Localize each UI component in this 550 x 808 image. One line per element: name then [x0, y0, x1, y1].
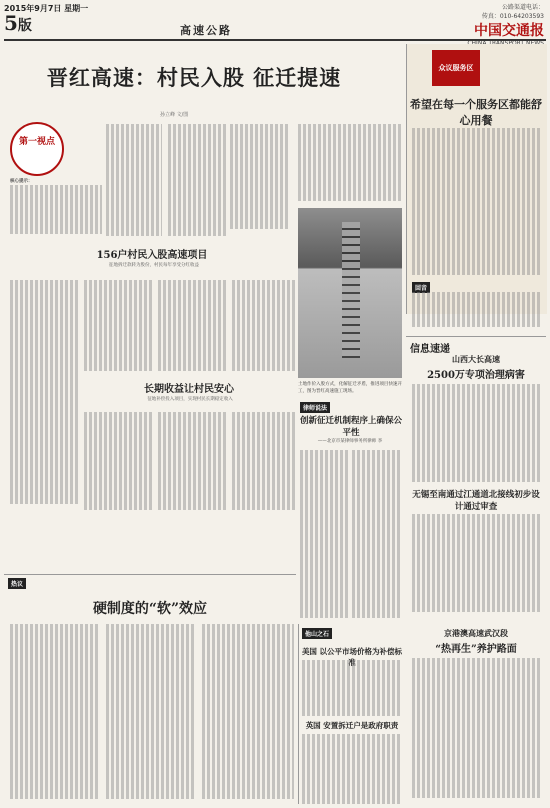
construction-photo	[298, 208, 402, 378]
reply-tag: 回音	[412, 282, 430, 293]
section-title: 高速公路	[180, 24, 232, 37]
world-tag: 他山之石	[302, 628, 332, 639]
brief-3-head: 京港澳高速武汉段	[444, 628, 508, 638]
lead-byline: 孙立峰 文/图	[160, 112, 189, 118]
world-usa-text	[302, 660, 402, 716]
briefs-header: 信息速递	[410, 344, 450, 355]
service-area-text	[412, 128, 542, 278]
law-sub: ——北京市某律师事务所律师 李	[317, 439, 383, 444]
hot-col-3	[202, 624, 294, 804]
header-rule	[4, 39, 546, 41]
lead-text-col-1	[106, 124, 162, 244]
law-col-1	[300, 450, 350, 620]
newspaper-logo: 中国交通报	[474, 23, 544, 39]
subhead-long-term-income: 长期收益让村民安心	[144, 384, 234, 395]
brief-3-title: “热再生”养护路面	[435, 644, 517, 655]
hot-col-1	[10, 624, 100, 804]
page-number-value: 5	[4, 11, 18, 35]
body-col-6	[158, 412, 228, 512]
brief-2-text	[412, 514, 542, 614]
brief-2-title: 无锡至南通过江通道北接线初步设计通过审查	[412, 490, 540, 512]
brief-3-text	[412, 658, 542, 804]
lead-headline: 晋红高速：村民入股 征迁提速	[46, 65, 342, 90]
body-col-2	[84, 280, 154, 376]
world-uk-text	[302, 734, 402, 804]
contact-line-2: 传真：010-64203593	[481, 13, 544, 20]
service-area-corner: 众议服务区	[432, 50, 480, 86]
lead-text-col-2	[168, 124, 226, 244]
body-col-1	[10, 280, 80, 512]
seal-text: 第一视点	[18, 137, 55, 147]
subhead-2-note: 征地补偿投入项目，实现村民长期稳定收入	[147, 397, 233, 402]
world-item-usa: 美国 以公平市场价格为补偿标准	[301, 647, 403, 667]
brief-1-text	[412, 384, 542, 484]
law-tag: 律师说法	[300, 402, 330, 413]
reply-text	[412, 292, 542, 332]
hot-topic-tag: 热议	[8, 578, 26, 589]
world-item-uk: 英国 安置拆迁户是政府职责	[305, 721, 399, 730]
brief-1-head: 山西大长高速	[452, 354, 500, 364]
subhead-1-note: 征地拆迁款转为股份，村民每年享受分红收益	[109, 263, 199, 268]
lead-text-col-4	[298, 124, 402, 204]
lead-text-col-3	[230, 124, 290, 244]
law-title: 创新征迁机制程序上确保公平性	[300, 416, 403, 438]
hot-col-2	[106, 624, 196, 804]
lead-intro-label: 核心提示：	[10, 179, 33, 184]
law-col-2	[352, 450, 402, 620]
lead-intro	[10, 178, 102, 238]
body-col-4	[232, 280, 296, 376]
soft-effect-title: 硬制度的“软”效应	[92, 601, 208, 617]
divider-briefs	[406, 336, 546, 337]
body-col-7	[232, 412, 296, 512]
body-col-5	[84, 412, 154, 512]
service-area-title: 希望在每一个服务区都能舒心用餐	[410, 98, 542, 127]
body-col-3	[158, 280, 228, 376]
page-unit: 版	[17, 18, 32, 34]
subhead-villagers-share: 156户村民入股高速项目	[96, 250, 208, 261]
photo-pillar	[342, 222, 361, 358]
first-view-seal	[10, 122, 64, 176]
divider-world	[298, 624, 299, 804]
contact-line-1: 公路渠道电话：	[501, 4, 544, 11]
issue-date: 2015年9月7日 星期一	[4, 4, 89, 13]
divider-bottom-left	[4, 574, 296, 575]
brief-1-title: 2500万专项治理病害	[427, 370, 525, 381]
page-number	[4, 13, 32, 33]
photo-caption: 土地作价入股方式，化解征迁矛盾，推进项目快速开工，图为晋红高速施工现场。	[298, 382, 402, 394]
